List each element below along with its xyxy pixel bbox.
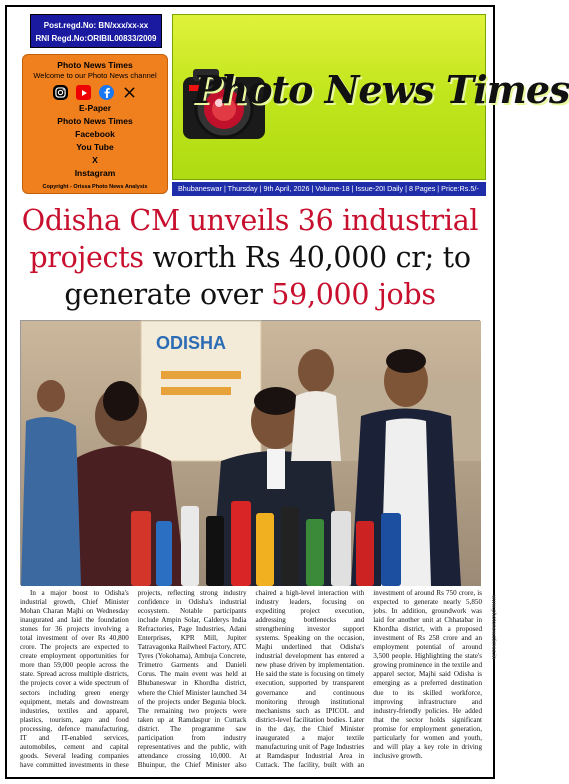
main-headline	[14, 202, 486, 313]
promo-welcome: Welcome to our Photo News channel	[33, 71, 157, 80]
registration-box	[30, 14, 162, 48]
social-promo-box	[22, 54, 168, 194]
youtube-icon[interactable]	[76, 85, 91, 100]
promo-link-x[interactable]: X	[92, 155, 98, 165]
photo-banner-text: ODISHA	[156, 333, 227, 353]
social-icons	[23, 85, 167, 100]
promo-link-instagram[interactable]: Instagram	[74, 168, 116, 178]
masthead-title: Photo News Times	[193, 67, 569, 112]
promo-link-youtube[interactable]: You Tube	[76, 142, 114, 152]
promo-copyright: Copyright - Orissa Photo News Analysis	[42, 184, 148, 190]
promo-link-facebook[interactable]: Facebook	[75, 129, 115, 139]
promo-title: Photo News Times	[57, 60, 133, 70]
masthead	[172, 14, 569, 180]
facebook-icon[interactable]	[99, 85, 114, 100]
article-body	[20, 589, 482, 775]
promo-link-site[interactable]: Photo News Times	[57, 116, 133, 126]
side-website-label: www.photonewstimes.in	[490, 595, 496, 660]
rni-registration: RNI Regd.No:ORIBIL00833/2009	[35, 34, 157, 43]
news-photo	[20, 320, 480, 585]
headline-part-3: worth Rs 40,000 cr; to	[152, 241, 471, 274]
headline-part-1: Odisha CM unveils 36 industrial	[21, 204, 479, 237]
dateline-bar: Bhubaneswar | Thursday | 9th April, 2026 | Volume-18 | Issue-20I Daily | 8 Pages | Price:Rs.5/-	[172, 182, 486, 196]
instagram-icon[interactable]	[53, 85, 68, 100]
press-conference-image	[21, 321, 481, 586]
postal-registration: Post.regd.No: BN/xxx/xx-xx	[43, 21, 149, 30]
promo-link-epaper[interactable]: E-Paper	[78, 103, 112, 113]
headline-part-2: projects	[29, 241, 144, 274]
article-paragraph: In a major boost to Odisha's industrial growth, Chief Minister Mohan Charan Majhi on Wednesday inaugurated and laid the foundation stones for 36 projects involving a total investment of over Rs 40,800 crore. The projects are expected to create employment opportunities for more than 59,000 people across the state. Spread across multiple districts, the projects cover a wide spectrum of sectors including green energy equipment, metals and downstream industries, textiles and apparel, plastics, tourism, agro and food processing, defence manufacturing, IT and IT-enabled services, automobiles, cement and capital goods. Several leading companies have committed investments in these projects, reflecting strong industry confidence in Odisha's industrial ecosystem. Notable participants include Ampin Solar, Calderys India Refractories, Page Industries, Adani Enterprises, KPR Mill, Jupiter Tatravagonka Railwheel Factory, ATC Tyres (Yokohama), Ambuja Concrete, Trimetro Garments and Danieli Corus. The main event was held at Bhubaneswar in Khordha district, where the Chief Minister launched 34 of the projects under Beguniа block. The remaining two projects were taken up at Ramdaspur in Cuttack district. The programme saw participation from industry representatives and the public, with attendance crossing 10,000. At Bhuinpur, the Chief Minister also chaired a high-level interaction with industry leaders, focusing on expediting project execution, addressing bottlenecks and strengthening investor support systems. Speaking on the occasion, Majhi underlined that Odisha's industrial development has entered a new phase driven by implementation. He said the state is focusing on timely execution, supported by transparent governance and continuous monitoring through institutional mechanisms such as IPICOL and district-level facilitation bodies. Later in the day, the Chief Minister inaugurated a major textile manufacturing unit of Page Industries at Ramdaspur Industrial Area in Cuttack. The facility, built with an investment of around Rs 750 crore, is expected to generate nearly 5,850 jobs. In addition, groundwork was laid for another unit at Chhatabar in Khordha district, with a proposed investment of Rs 258 crore and an employment potential of around 3,500 people. Highlighting the state's growing prominence in the textile and apparel sector, Majhi said Odisha is emerging as a preferred destination due to its skilled workforce, improving infrastructure and industry-friendly policies. He added that the sector holds significant promise for employment generation, particularly for women and youth, and will play a key role in driving inclusive growth.	[20, 589, 482, 769]
headline-part-4: generate over	[64, 278, 263, 311]
x-icon[interactable]	[122, 85, 137, 100]
headline-part-5: 59,000 jobs	[271, 278, 436, 311]
